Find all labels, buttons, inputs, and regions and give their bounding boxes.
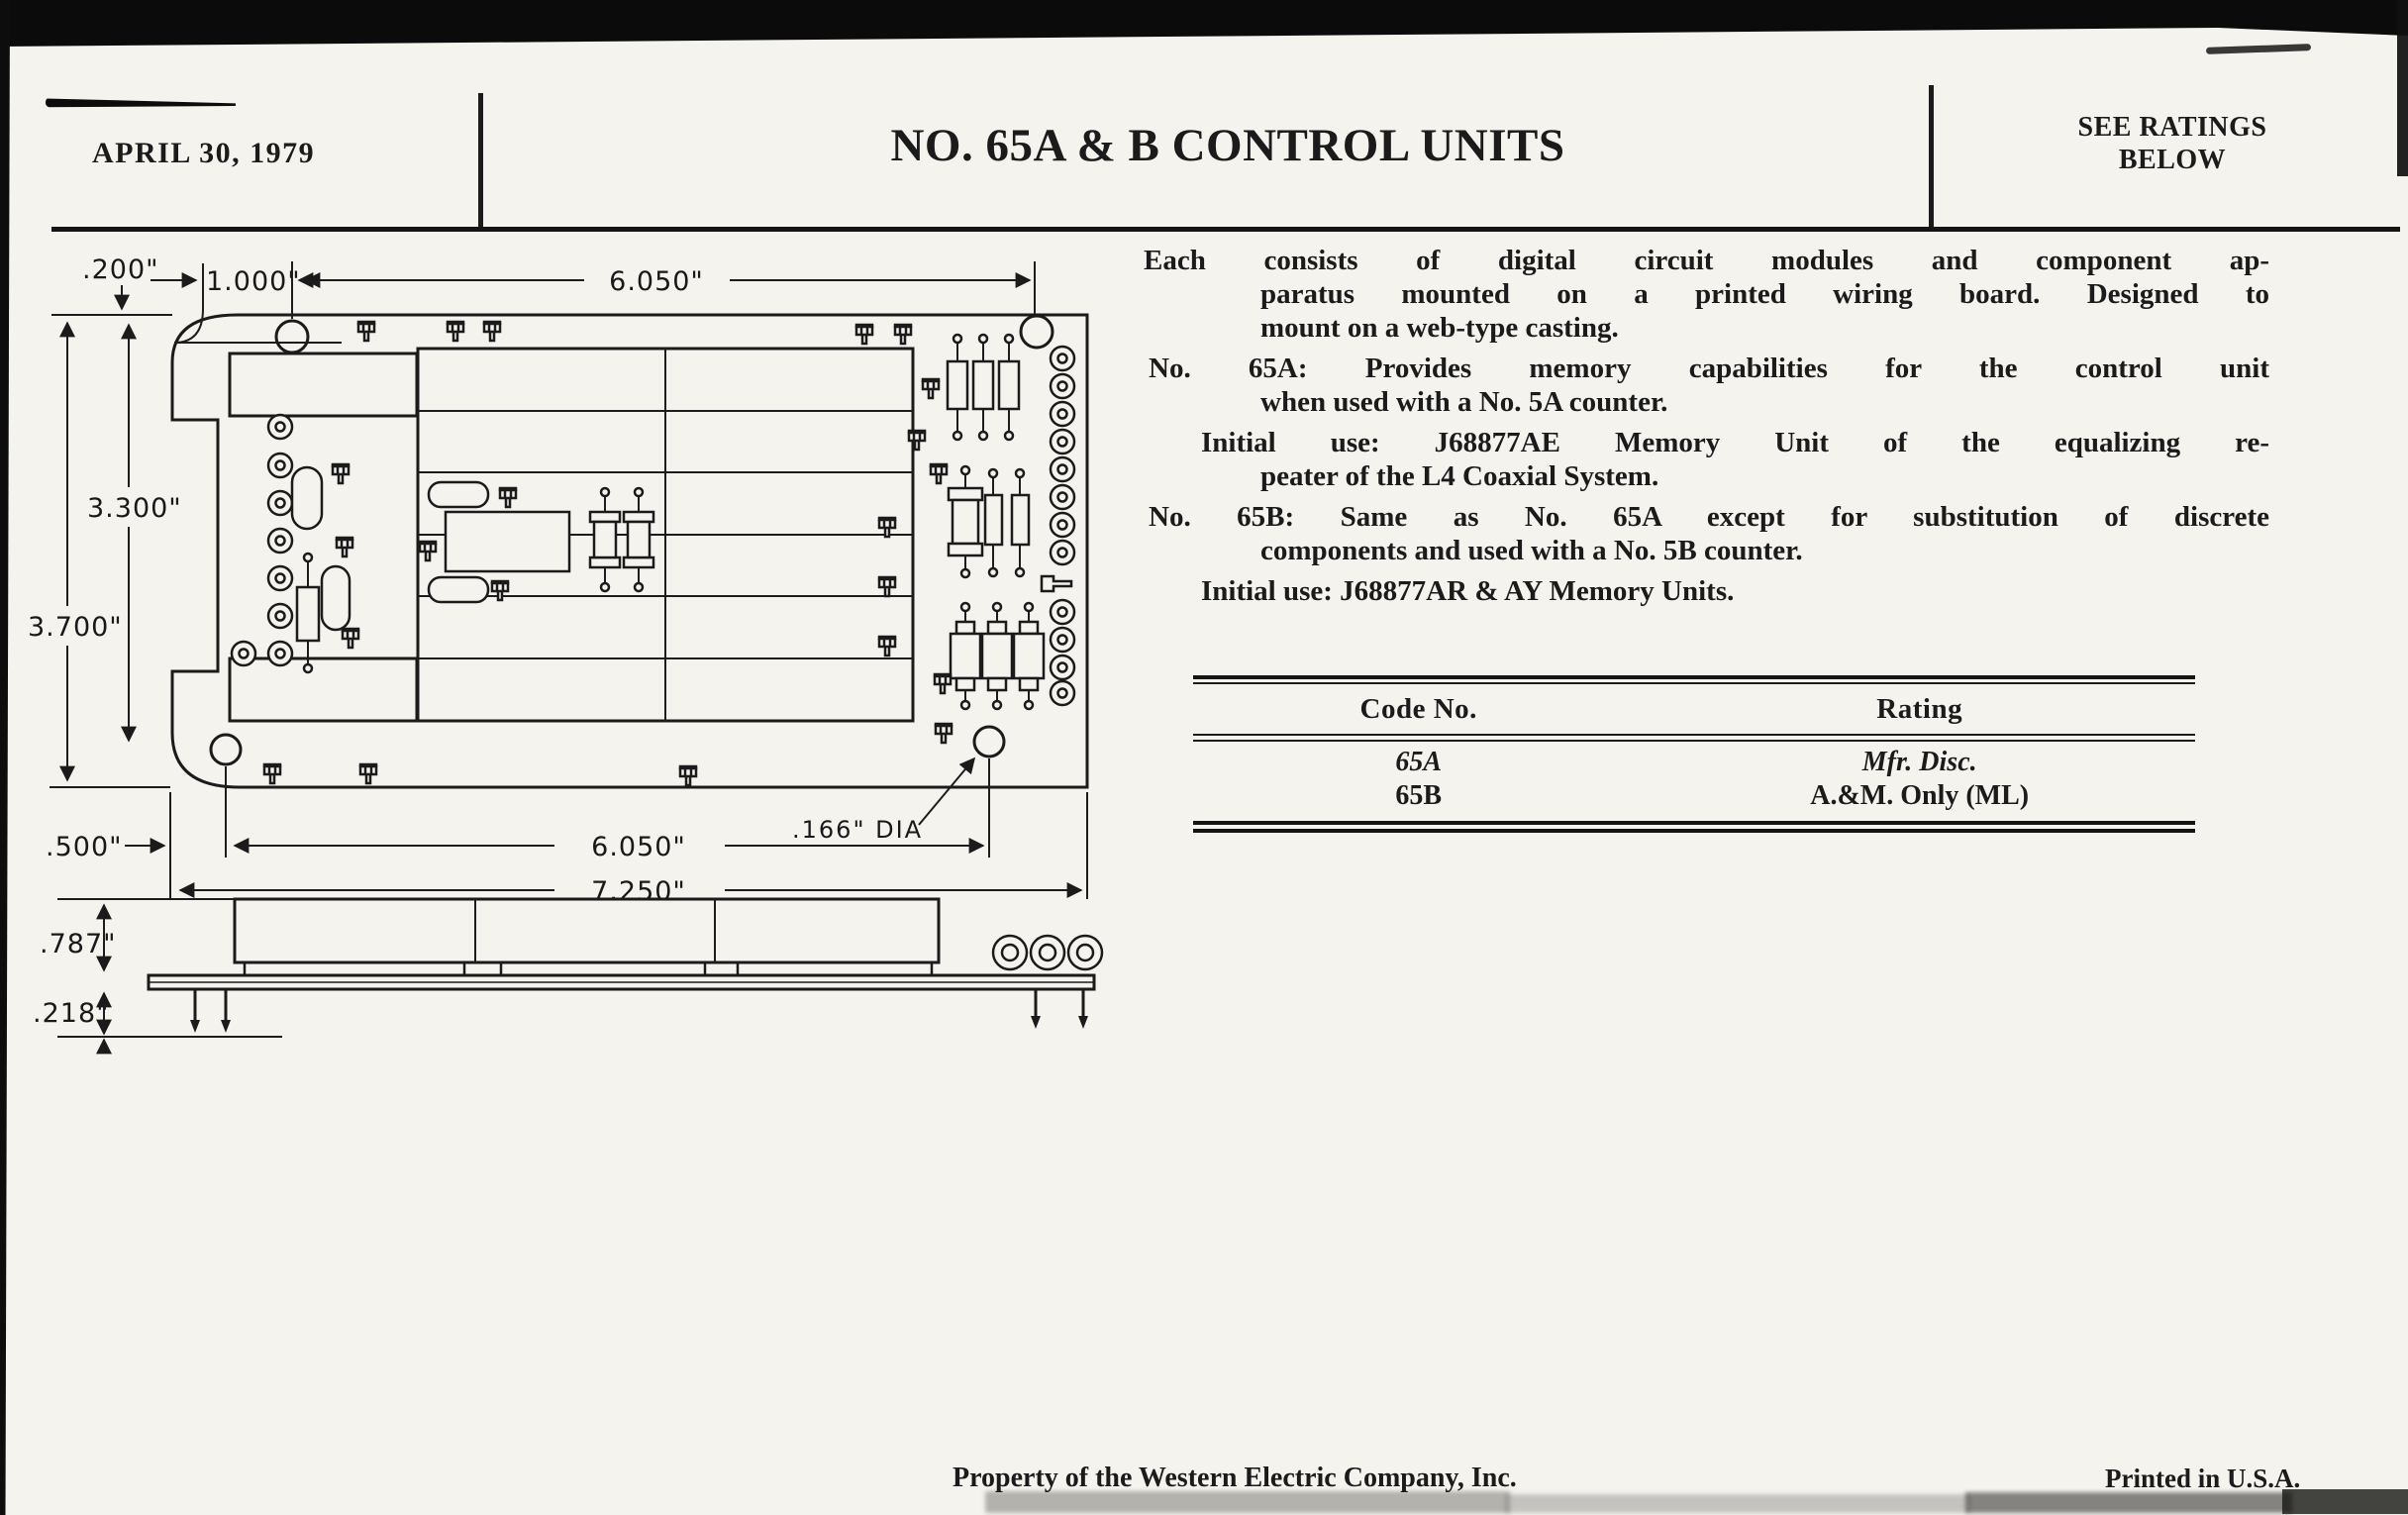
dim-label-7250: 7.250" xyxy=(591,876,686,907)
ink-smudge xyxy=(2206,44,2311,54)
ratings-note-line1: SEE RATINGS xyxy=(2077,112,2267,143)
mounting-hole xyxy=(276,321,308,353)
description-line: paratus mounted on a printed wiring board. Designed to xyxy=(1260,279,2269,310)
description-line: Initial use: J68877AR & AY Memory Units. xyxy=(1201,576,1735,607)
side-view-connectors xyxy=(993,936,1102,969)
scan-bottom-blotch xyxy=(2282,1489,2408,1514)
description-block xyxy=(1144,246,2269,610)
dim-label-6050-top: 6.050" xyxy=(609,266,704,297)
printed-notice: Printed in U.S.A. xyxy=(2105,1464,2301,1493)
code-cell: 65B xyxy=(1395,780,1443,811)
dim-label-200: .200" xyxy=(82,254,159,285)
property-notice: Property of the Western Electric Company, Inc. xyxy=(953,1463,1517,1493)
flag-terminal xyxy=(1042,576,1071,591)
table-body xyxy=(1193,742,2195,821)
technical-drawing xyxy=(0,252,1129,1055)
scan-bottom-blotch xyxy=(985,1491,1510,1513)
table-row xyxy=(1193,779,2195,813)
obround-pad xyxy=(429,482,488,507)
side-view-modules xyxy=(235,899,939,962)
description-line: mount on a web-type casting. xyxy=(1260,313,1619,344)
scan-bottom-blotch xyxy=(1965,1492,2292,1513)
resistor xyxy=(297,554,319,672)
resistor xyxy=(590,488,620,591)
resistor-group-bottom xyxy=(951,603,1044,709)
mounting-hole xyxy=(211,735,241,764)
module-block xyxy=(230,658,417,721)
scan-bottom-blotch xyxy=(1505,1494,1970,1513)
module-block xyxy=(230,354,417,416)
mounting-hole xyxy=(974,727,1004,757)
table-rule-bottom2 xyxy=(1193,829,2195,833)
description-line: peater of the L4 Coaxial System. xyxy=(1260,461,1659,492)
dim-label-3700: 3.700" xyxy=(28,612,123,643)
ratings-note xyxy=(2028,111,2317,176)
description-line: No. 65A: Provides memory capabilities for the control unit xyxy=(1149,354,2269,384)
description-line: Each consists of digital circuit modules and component ap- xyxy=(1144,246,2269,276)
header-divider-left xyxy=(478,93,483,231)
ink-smudge xyxy=(46,97,236,110)
table-header-row xyxy=(1193,684,2195,734)
dim-label-500: .500" xyxy=(46,832,123,862)
description-line: Initial use: J68877AE Memory Unit of the equalizing re- xyxy=(1201,428,2269,458)
component-module xyxy=(446,512,569,571)
document-date: APRIL 30, 1979 xyxy=(92,137,316,169)
header-divider-right xyxy=(1929,85,1934,231)
ratings-note-line2: BELOW xyxy=(2118,145,2227,175)
table-row xyxy=(1193,746,2195,779)
dim-label-3300: 3.300" xyxy=(87,493,182,524)
header-rule xyxy=(51,227,2400,232)
dim-label-6050-bottom: 6.050" xyxy=(591,832,686,862)
description-line: components and used with a No. 5B counter. xyxy=(1260,536,1803,566)
resistor-group-middle xyxy=(949,466,1029,577)
description-line: No. 65B: Same as No. 65A except for substitution of discrete xyxy=(1149,502,2269,533)
obround-pad xyxy=(292,467,322,529)
page-title: NO. 65A & B CONTROL UNITS xyxy=(890,120,1565,171)
obround-pad xyxy=(322,566,350,630)
dim-label-166: .166" DIA xyxy=(792,816,924,844)
obround-pad xyxy=(429,577,488,602)
scan-right-black-edge xyxy=(2397,0,2408,176)
dim-label-1000: 1.000" xyxy=(206,266,301,297)
col-header-rating: Rating xyxy=(1876,692,1963,725)
mounting-hole xyxy=(1021,316,1053,348)
ratings-table xyxy=(1193,675,2195,833)
col-header-code: Code No. xyxy=(1359,692,1477,725)
resistor-group-top xyxy=(948,335,1019,440)
side-view-pins xyxy=(190,989,1088,1033)
dim-label-787: .787" xyxy=(40,929,117,960)
dim-label-218: .218" xyxy=(33,998,110,1029)
resistor xyxy=(624,488,653,591)
rating-cell: Mfr. Disc. xyxy=(1861,747,1977,777)
description-line: when used with a No. 5A counter. xyxy=(1260,387,1668,418)
scan-top-black-band xyxy=(0,0,2408,51)
code-cell: 65A xyxy=(1395,747,1443,777)
rating-cell: A.&M. Only (ML) xyxy=(1810,780,2030,811)
